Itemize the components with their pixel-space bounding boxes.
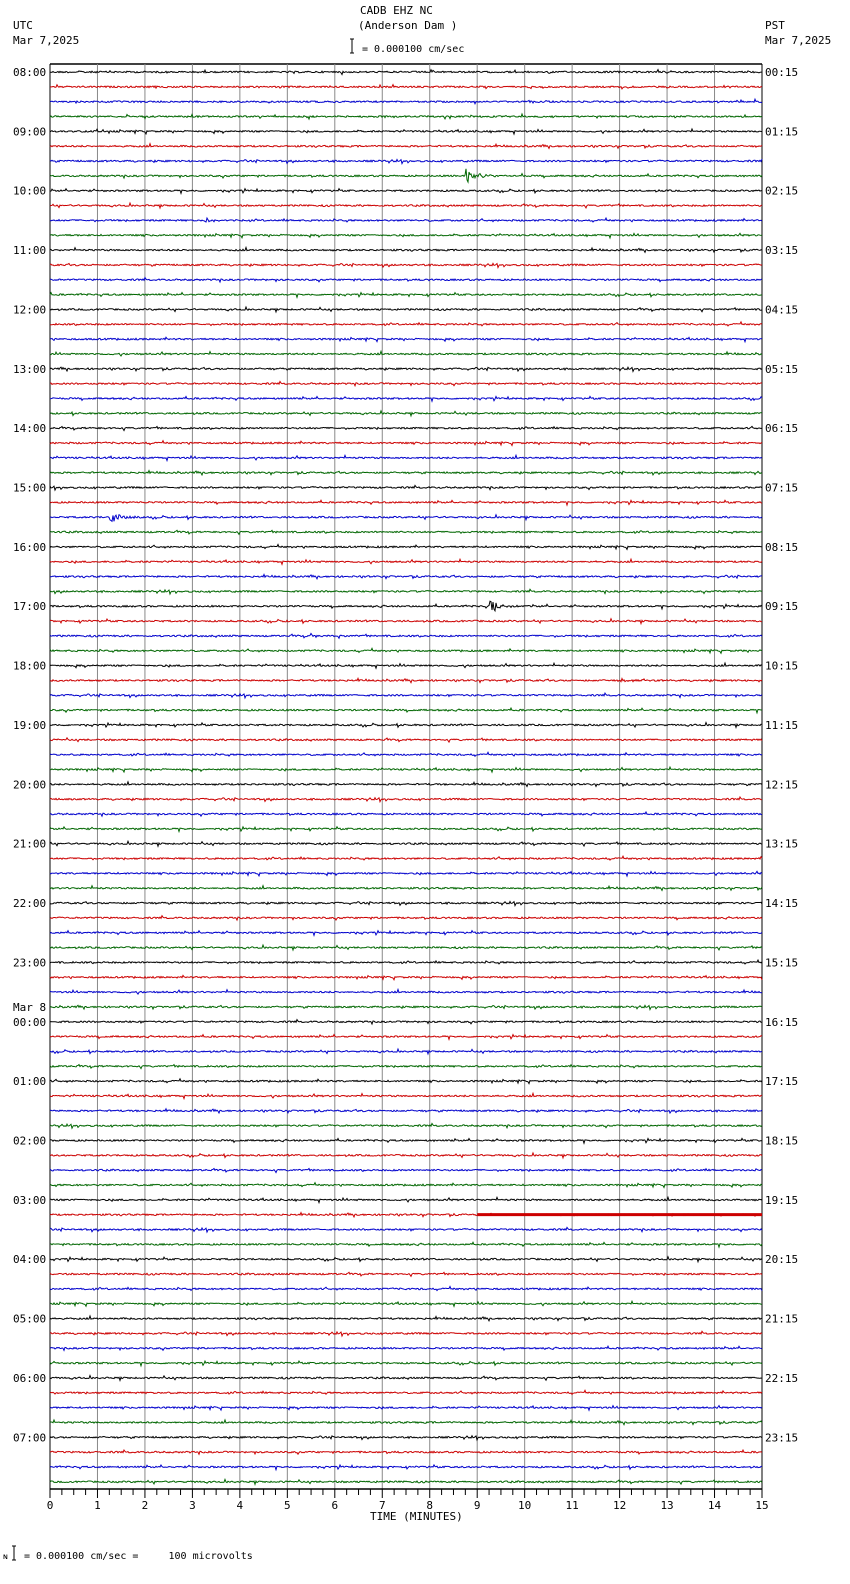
pst-hour-label: 21:15 — [765, 1312, 799, 1326]
pst-hour-label: 17:15 — [765, 1075, 799, 1089]
seismic-trace — [50, 1301, 762, 1306]
x-tick-label: 14 — [707, 1499, 722, 1512]
right-date: Mar 7,2025 — [765, 34, 832, 47]
seismic-trace — [50, 1465, 762, 1470]
pst-hour-label: 02:15 — [765, 184, 799, 198]
footer-scale-bar-icon — [12, 1546, 16, 1560]
seismic-trace — [50, 1390, 762, 1394]
seismic-trace — [50, 1287, 762, 1291]
seismic-trace — [50, 189, 762, 194]
seismic-trace — [50, 515, 762, 522]
x-tick-label: 7 — [378, 1499, 386, 1512]
seismic-trace — [50, 767, 762, 772]
x-tick-label: 2 — [141, 1499, 149, 1512]
seismic-trace — [50, 307, 762, 312]
seismic-trace — [50, 203, 762, 208]
utc-hour-label: 15:00 — [13, 481, 47, 495]
utc-hour-label: 23:00 — [13, 956, 47, 970]
pst-hour-label: 00:15 — [765, 66, 799, 79]
seismic-trace — [50, 382, 762, 386]
seismic-trace — [50, 1479, 762, 1484]
seismic-trace — [50, 708, 762, 713]
seismic-trace — [50, 1169, 762, 1173]
footer-scale: = 0.000100 cm/sec = 100 microvolts — [24, 1551, 253, 1562]
seismic-trace — [50, 827, 762, 832]
station-title: CADB EHZ NC — [360, 4, 433, 17]
seismic-trace — [50, 441, 762, 446]
scale-bar-icon — [350, 39, 354, 53]
seismic-trace — [50, 471, 762, 475]
seismic-trace — [50, 530, 762, 534]
seismic-trace — [50, 396, 762, 401]
seismic-trace — [50, 500, 762, 505]
seismic-trace — [50, 1227, 762, 1232]
seismic-trace — [50, 902, 762, 906]
x-tick-label: 3 — [189, 1499, 196, 1512]
seismic-trace — [50, 411, 762, 416]
seismic-trace — [50, 678, 762, 682]
seismic-trace — [50, 1109, 762, 1113]
seismic-trace — [50, 1197, 762, 1202]
pst-hour-label: 07:15 — [765, 481, 799, 495]
pst-hour-label: 15:15 — [765, 956, 799, 970]
scale-label: = 0.000100 cm/sec — [362, 44, 465, 55]
seismic-trace — [50, 1450, 762, 1454]
pst-hour-label: 16:15 — [765, 1015, 799, 1029]
station-location: (Anderson Dam ) — [358, 19, 458, 32]
seismic-trace — [50, 634, 762, 639]
seismic-trace — [50, 1316, 762, 1321]
utc-hour-label: 02:00 — [13, 1134, 47, 1148]
seismic-trace — [50, 663, 762, 668]
seismic-trace — [50, 1436, 762, 1440]
utc-hour-label: 04:00 — [13, 1253, 47, 1267]
seismic-trace — [50, 1049, 762, 1054]
seismic-trace — [50, 782, 762, 787]
seismic-trace — [50, 1124, 762, 1129]
pst-hour-label: 03:15 — [765, 244, 799, 258]
seismic-trace — [50, 337, 762, 341]
seismic-trace — [50, 169, 762, 182]
seismic-trace — [50, 322, 762, 326]
seismic-trace — [50, 1272, 762, 1276]
pst-hour-label: 23:15 — [765, 1431, 799, 1445]
pst-hour-label: 10:15 — [765, 659, 799, 673]
seismic-trace — [50, 144, 762, 149]
seismic-trace — [50, 648, 762, 653]
footer-prefix: ɴ — [3, 1552, 8, 1561]
pst-hour-label: 11:15 — [765, 718, 799, 732]
seismic-trace — [50, 841, 762, 846]
pst-hour-label: 14:15 — [765, 897, 799, 911]
utc-hour-label: 12:00 — [13, 303, 47, 317]
seismic-trace — [50, 1153, 762, 1158]
utc-hour-label: 01:00 — [13, 1075, 47, 1089]
utc-hour-label: 11:00 — [13, 244, 47, 258]
seismic-trace — [50, 1020, 762, 1024]
seismic-trace — [50, 619, 762, 624]
seismic-trace — [50, 248, 762, 253]
seismic-trace — [50, 1346, 762, 1350]
seismic-trace — [50, 545, 762, 550]
left-date: Mar 7,2025 — [13, 34, 80, 47]
seismic-trace — [50, 70, 762, 75]
seismic-trace — [50, 575, 762, 579]
seismic-trace — [50, 886, 762, 891]
utc-hour-label: 06:00 — [13, 1371, 47, 1385]
utc-hour-label: 17:00 — [13, 600, 47, 614]
right-timezone: PST — [765, 19, 785, 32]
utc-hour-label: 07:00 — [13, 1431, 47, 1445]
pst-hour-label: 12:15 — [765, 778, 799, 792]
seismic-trace — [50, 1331, 762, 1336]
x-tick-label: 4 — [236, 1499, 244, 1512]
seismic-trace — [50, 129, 762, 134]
seismic-trace — [50, 85, 762, 89]
seismic-trace — [50, 159, 762, 164]
x-tick-label: 9 — [473, 1499, 481, 1512]
seismic-trace — [50, 1406, 762, 1411]
pst-hour-label: 20:15 — [765, 1253, 799, 1267]
seismic-trace — [50, 1183, 762, 1188]
x-tick-label: 1 — [94, 1499, 101, 1512]
utc-hour-label: 21:00 — [13, 837, 47, 851]
utc-hour-label: 20:00 — [13, 778, 47, 792]
seismic-trace — [50, 278, 762, 282]
grid — [50, 64, 762, 1489]
seismic-trace — [50, 233, 762, 238]
seismic-trace — [50, 263, 762, 267]
seismic-trace — [50, 1257, 762, 1262]
seismic-trace — [50, 1093, 762, 1098]
pst-hour-label: 06:15 — [765, 422, 799, 436]
pst-hour-label: 22:15 — [765, 1371, 799, 1385]
pst-hour-label: 18:15 — [765, 1134, 799, 1148]
seismic-trace — [50, 1035, 762, 1040]
seismic-trace — [50, 1376, 762, 1381]
seismic-trace — [50, 485, 762, 490]
seismic-trace — [50, 812, 762, 816]
pst-hour-label: 09:15 — [765, 600, 799, 614]
seismic-trace — [50, 114, 762, 119]
pst-hour-label: 19:15 — [765, 1193, 799, 1207]
seismic-trace — [50, 723, 762, 728]
seismic-trace — [50, 856, 762, 860]
x-tick-label: 11 — [565, 1499, 579, 1512]
x-axis-label: TIME (MINUTES) — [370, 1510, 463, 1523]
seismic-trace — [50, 1138, 762, 1143]
pst-hour-label: 05:15 — [765, 362, 799, 376]
seismic-trace — [50, 293, 762, 298]
x-axis — [47, 1489, 769, 1512]
seismic-trace — [50, 589, 762, 594]
seismic-trace — [50, 1361, 762, 1366]
utc-hour-label: 09:00 — [13, 125, 47, 139]
x-tick-label: 0 — [46, 1499, 54, 1512]
seismic-trace — [50, 367, 762, 371]
pst-hour-label: 13:15 — [765, 837, 799, 851]
utc-hour-label: 13:00 — [13, 362, 47, 376]
x-tick-label: 5 — [284, 1499, 291, 1512]
left-timezone: UTC — [13, 19, 33, 32]
utc-hour-label: 03:00 — [13, 1193, 47, 1207]
seismic-trace — [50, 455, 762, 460]
seismic-trace — [50, 960, 762, 964]
seismic-trace — [50, 1065, 762, 1069]
utc-hour-label: 08:00 — [13, 66, 47, 79]
x-tick-label: 15 — [755, 1499, 769, 1512]
seismic-trace — [50, 601, 762, 611]
x-tick-label: 13 — [660, 1499, 674, 1512]
utc-hour-label: 14:00 — [13, 422, 47, 436]
seismic-trace — [50, 559, 762, 564]
seismic-trace — [50, 426, 762, 430]
x-tick-label: 10 — [518, 1499, 532, 1512]
x-tick-label: 12 — [612, 1499, 627, 1512]
seismic-trace — [50, 931, 762, 936]
date-change-label: Mar 8 — [13, 1000, 47, 1014]
seismic-trace — [50, 945, 762, 950]
seismic-trace — [50, 1420, 762, 1425]
x-tick-label: 8 — [426, 1499, 434, 1512]
utc-hour-label: 10:00 — [13, 184, 47, 198]
utc-hour-label: 19:00 — [13, 718, 47, 732]
x-tick-label: 6 — [331, 1499, 339, 1512]
seismic-trace — [50, 738, 762, 742]
utc-hour-label: 18:00 — [13, 659, 47, 673]
seismic-trace — [50, 975, 762, 980]
utc-hour-label: 00:00 — [13, 1015, 47, 1029]
seismic-trace — [50, 1079, 762, 1084]
seismic-trace — [50, 871, 762, 876]
seismic-trace — [50, 693, 762, 698]
seismic-trace — [50, 1242, 762, 1247]
pst-hour-label: 08:15 — [765, 540, 799, 554]
utc-hour-label: 22:00 — [13, 897, 47, 911]
seismic-trace — [50, 99, 762, 104]
seismic-trace — [50, 752, 762, 756]
pst-hour-label: 01:15 — [765, 125, 799, 139]
seismic-trace — [50, 990, 762, 995]
traces — [50, 70, 762, 1485]
utc-hour-label: 05:00 — [13, 1312, 47, 1326]
seismic-trace — [50, 351, 762, 356]
seismic-trace — [50, 218, 762, 222]
seismic-trace — [50, 916, 762, 920]
pst-hour-label: 04:15 — [765, 303, 799, 317]
seismic-trace — [50, 1005, 762, 1009]
seismic-trace — [50, 797, 762, 802]
utc-hour-label: 16:00 — [13, 540, 47, 554]
